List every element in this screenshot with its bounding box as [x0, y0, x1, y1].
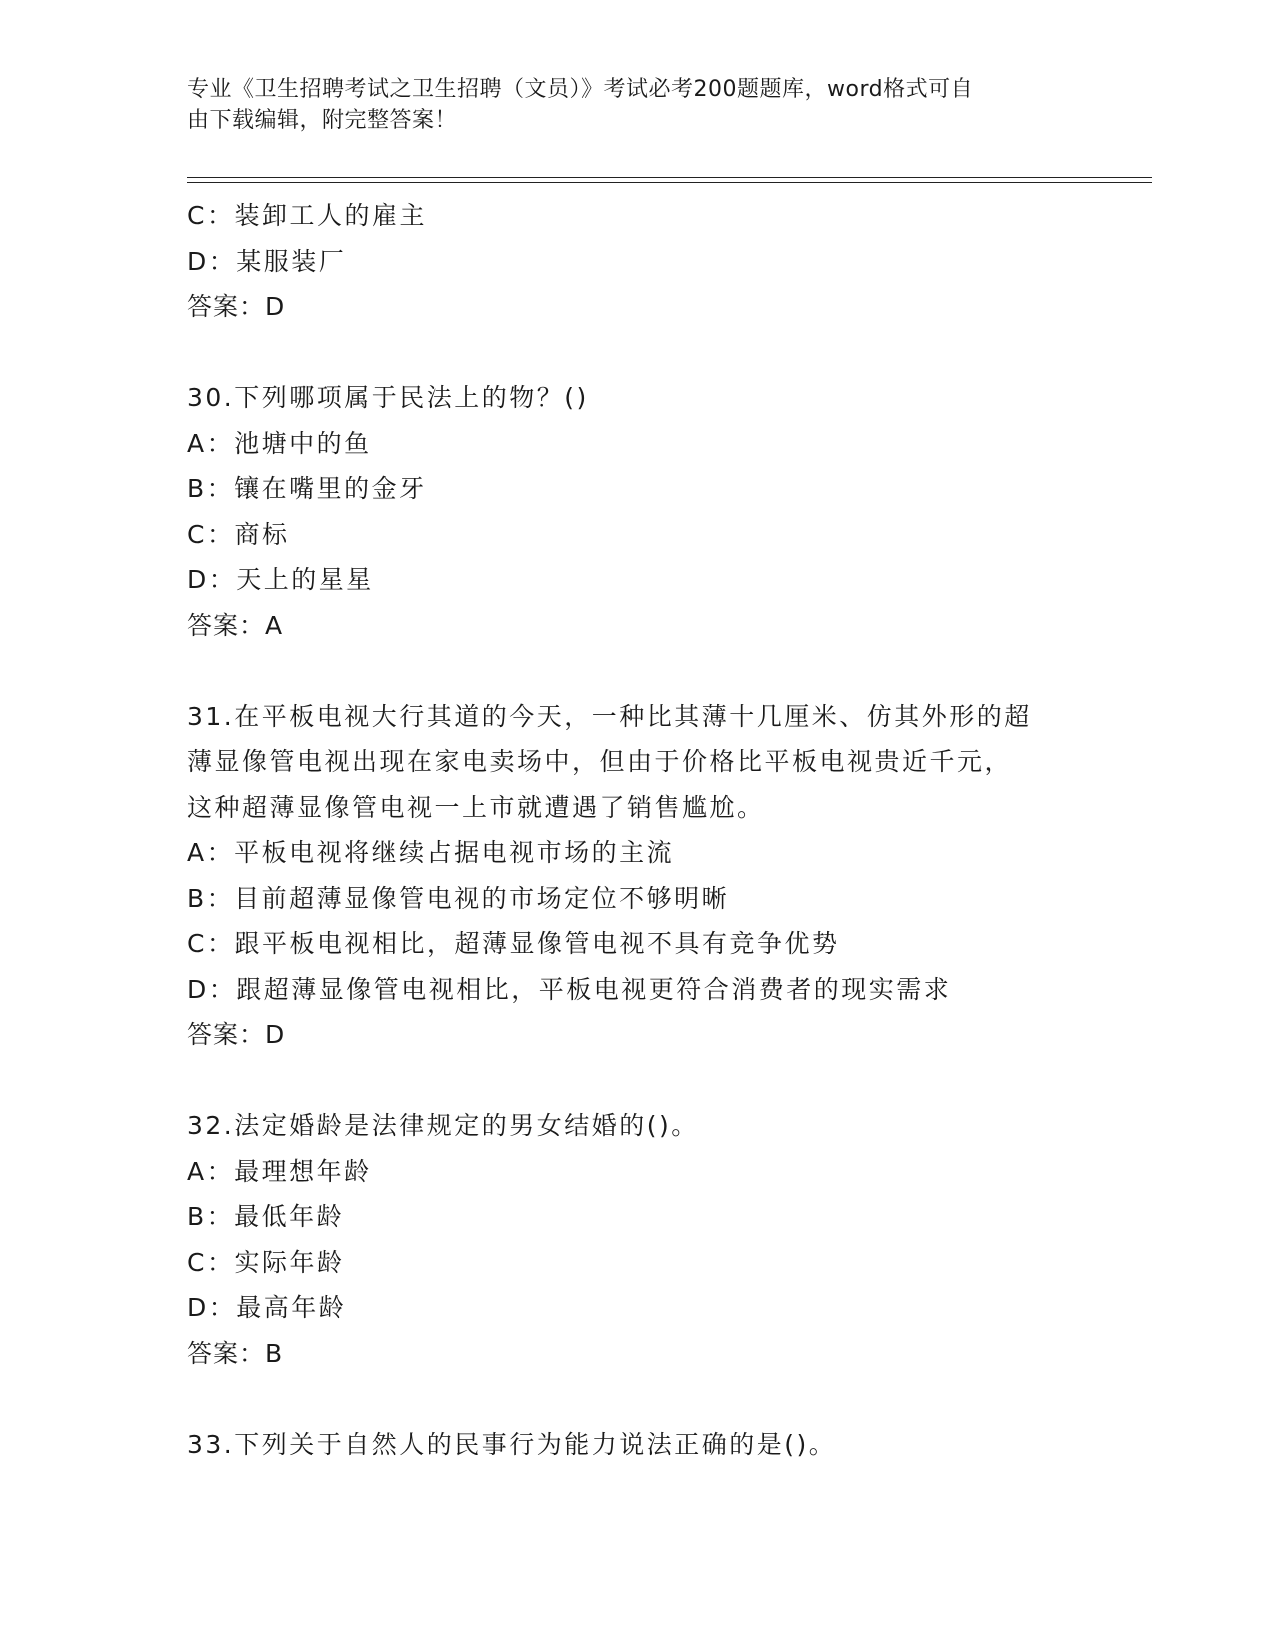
- question-stem: 33.下列关于自然人的民事行为能力说法正确的是()。: [187, 1429, 837, 1459]
- question-31: [187, 694, 1087, 1058]
- spacer: [187, 1376, 1087, 1422]
- option-a: A：池塘中的鱼: [187, 428, 372, 458]
- spacer: [187, 1058, 1087, 1104]
- option-c: C：商标: [187, 519, 290, 549]
- option-c: C：装卸工人的雇主: [187, 201, 427, 230]
- option-c: C：跟平板电视相比，超薄显像管电视不具有竞争优势: [187, 929, 840, 958]
- option-b: B：目前超薄显像管电视的市场定位不够明晰: [187, 883, 730, 913]
- answer-line: 答案：D: [187, 292, 286, 321]
- option-a: A：最理想年龄: [187, 1156, 372, 1186]
- header-divider-bottom: [187, 182, 1152, 183]
- option-a: A：平板电视将继续占据电视市场的主流: [187, 838, 675, 867]
- option-d: D：最高年龄: [187, 1293, 347, 1322]
- answer-line: 答案：A: [187, 610, 284, 640]
- question-stem-continued: 薄显像管电视出现在家电卖场中，但由于价格比平板电视贵近千元，: [187, 747, 1013, 776]
- header-divider-top: [187, 177, 1152, 178]
- prev-question-tail: [187, 193, 1087, 330]
- option-c: C：实际年龄: [187, 1247, 345, 1277]
- question-stem: 30.下列哪项属于民法上的物？(): [187, 383, 589, 412]
- question-stem-continued: 这种超薄显像管电视一上市就遭遇了销售尴尬。: [187, 792, 765, 822]
- option-d: D：某服装厂: [187, 246, 347, 276]
- option-b: B：最低年龄: [187, 1202, 345, 1231]
- question-list: [187, 193, 1087, 1467]
- question-32: [187, 1103, 1087, 1376]
- spacer: [187, 330, 1087, 376]
- answer-line: 答案：B: [187, 1338, 284, 1368]
- header-line-2: 由下载编辑，附完整答案！: [187, 108, 458, 133]
- question-30: [187, 375, 1087, 648]
- answer-line: 答案：D: [187, 1020, 286, 1049]
- question-stem: 32.法定婚龄是法律规定的男女结婚的()。: [187, 1111, 699, 1140]
- question-stem: 31.在平板电视大行其道的今天，一种比其薄十几厘米、仿其外形的超: [187, 701, 1032, 731]
- option-b: B：镶在嘴里的金牙: [187, 474, 427, 503]
- header-line-1: 专业《卫生招聘考试之卫生招聘（文员）》考试必考200题题库，word格式可自: [187, 77, 974, 102]
- document-header: [187, 74, 1067, 136]
- spacer: [187, 648, 1087, 694]
- question-33: [187, 1422, 1087, 1468]
- option-d: D：天上的星星: [187, 565, 374, 594]
- option-d: D：跟超薄显像管电视相比，平板电视更符合消费者的现实需求: [187, 974, 952, 1004]
